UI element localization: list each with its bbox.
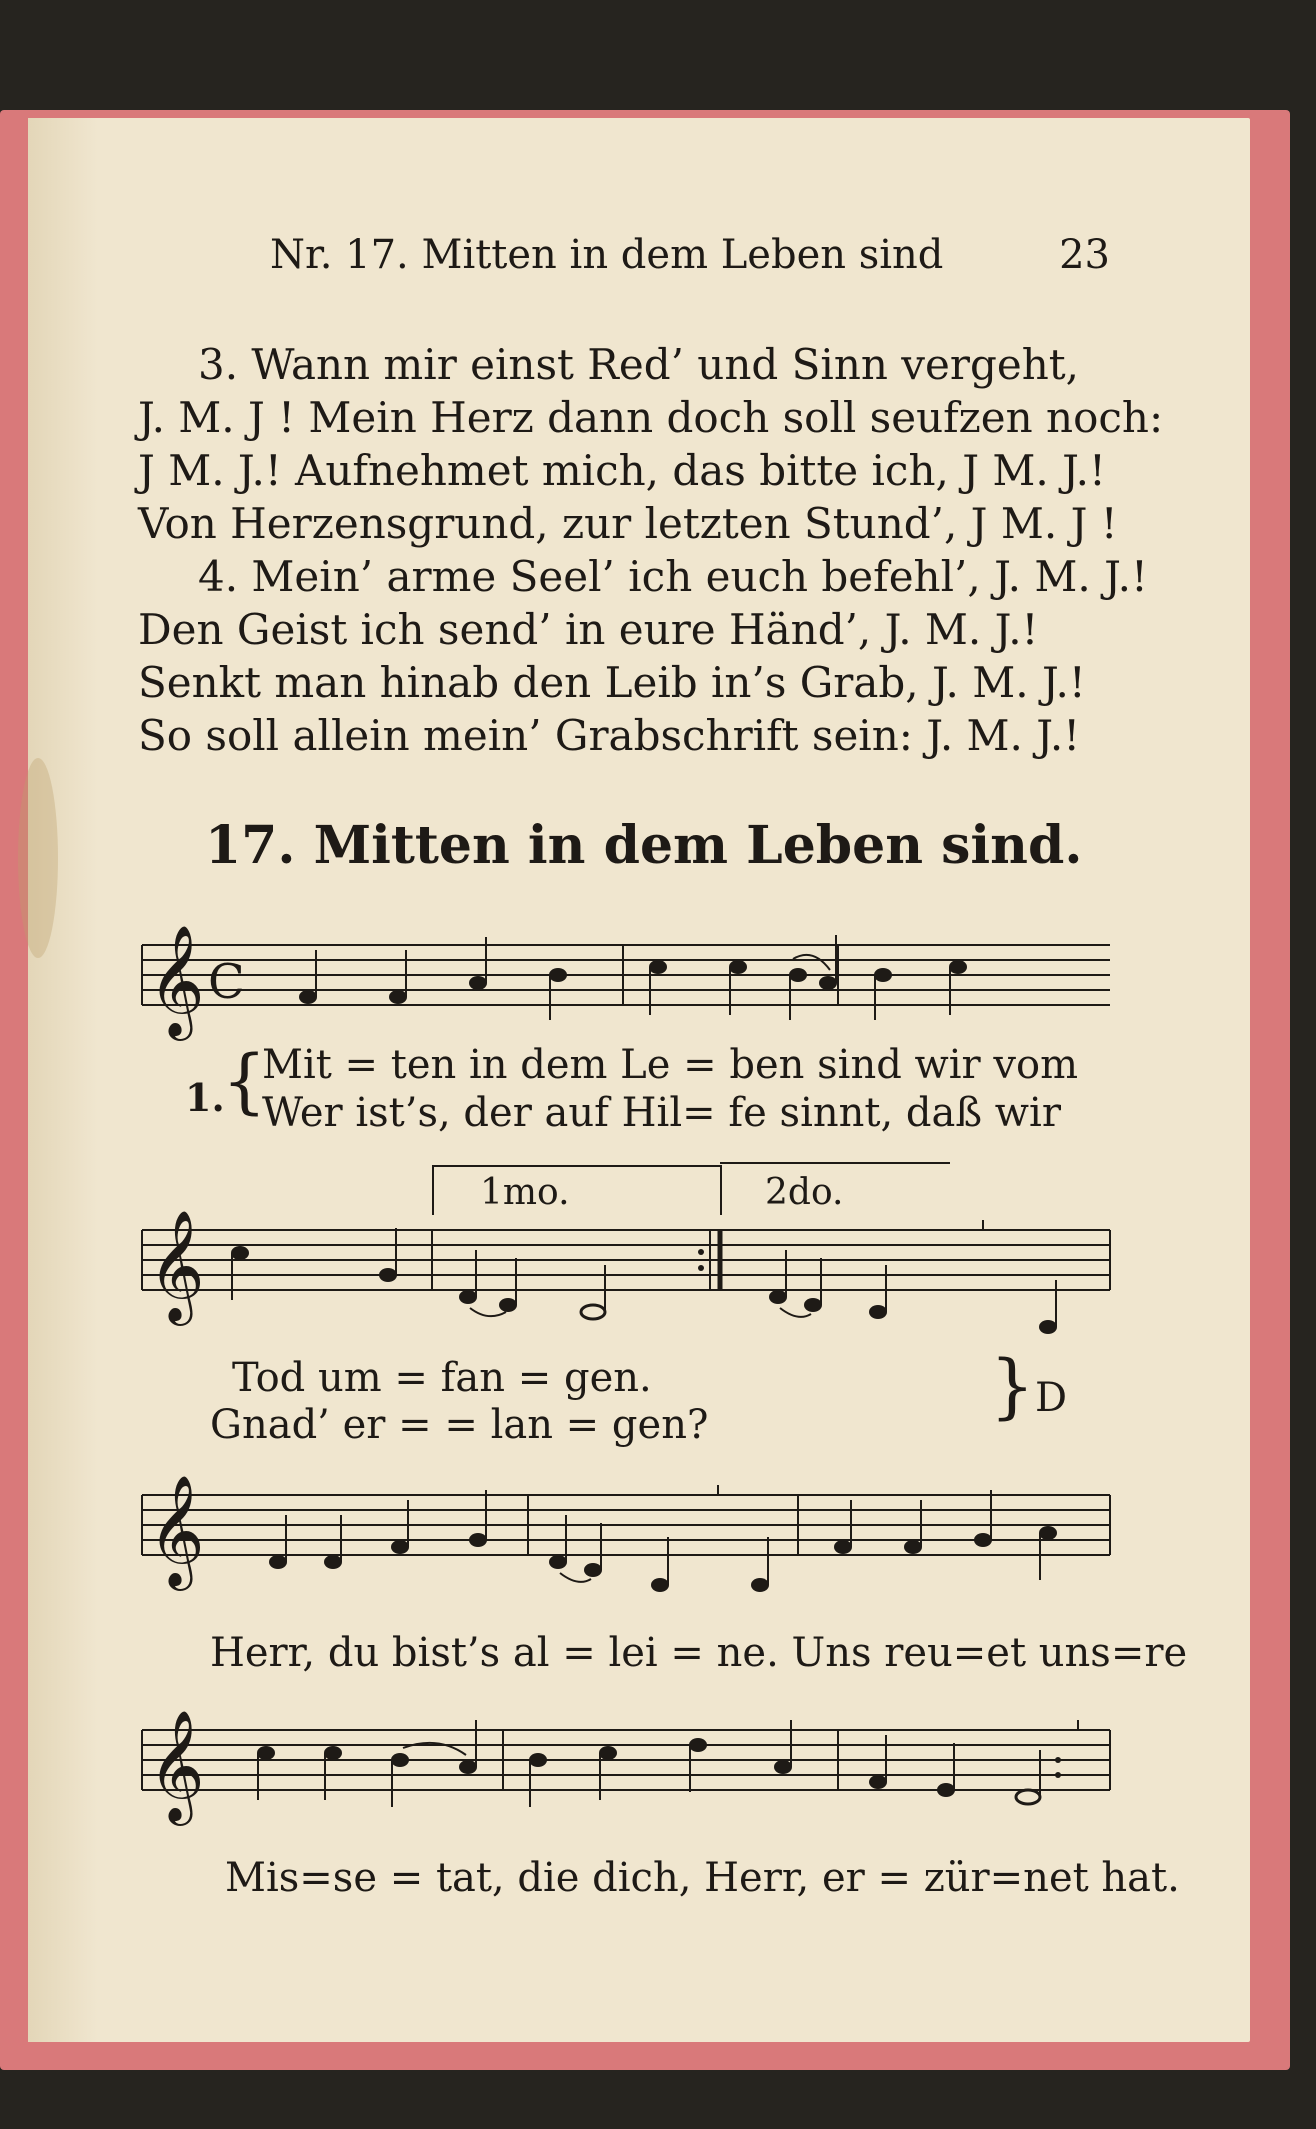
page-gutter bbox=[28, 118, 98, 2042]
header-title: Nr. 17. Mitten in dem Leben sind bbox=[270, 232, 944, 278]
volta-bracket bbox=[432, 1165, 722, 1167]
svg-text:𝄞: 𝄞 bbox=[148, 1475, 205, 1586]
brace: { bbox=[222, 1040, 267, 1122]
svg-text:𝄞: 𝄞 bbox=[148, 1710, 205, 1821]
music-staff-3 bbox=[138, 1475, 1118, 1615]
lyric-line: Wer ist’s, der auf Hil= fe sinnt, daß wir bbox=[262, 1090, 1061, 1136]
lyric-line: Herr, du bist’s al = lei = ne. Uns reu=et uns=re bbox=[210, 1630, 1188, 1676]
verse-number: 1. bbox=[185, 1075, 225, 1120]
brace: } bbox=[990, 1345, 1035, 1427]
paper-stain bbox=[18, 758, 58, 958]
page-number: 23 bbox=[1059, 232, 1110, 278]
verse-line: 3. Wann mir einst Red’ und Sinn vergeht, bbox=[198, 340, 1079, 389]
svg-text:C: C bbox=[208, 954, 245, 1010]
da-capo-sign: D bbox=[1035, 1375, 1068, 1421]
verses-block bbox=[138, 338, 1164, 762]
svg-text:𝄞: 𝄞 bbox=[148, 1210, 205, 1321]
verse-line: J. M. J ! Mein Herz dann doch soll seufzen noch: bbox=[138, 393, 1164, 442]
lyric-line: Mis=se = tat, die dich, Herr, er = zür=net hat. bbox=[225, 1855, 1180, 1901]
volta-1-label: 1mo. bbox=[480, 1172, 570, 1213]
lyric-line: Gnad’ er = = lan = gen? bbox=[210, 1402, 709, 1448]
verse-line: 4. Mein’ arme Seel’ ich euch befehl’, J. M. J.! bbox=[198, 552, 1148, 601]
music-staff-2 bbox=[138, 1210, 1118, 1340]
lyric-line: Tod um = fan = gen. bbox=[232, 1355, 652, 1401]
lyric-line: Mit = ten in dem Le = ben sind wir vom bbox=[262, 1042, 1078, 1088]
verse-line: Den Geist ich send’ in eure Händ’, J. M. J.! bbox=[138, 605, 1039, 654]
music-staff-4 bbox=[138, 1710, 1118, 1850]
verse-line: Senkt man hinab den Leib in’s Grab, J. M. J.! bbox=[138, 658, 1086, 707]
music-staff-1 bbox=[138, 915, 1118, 1045]
volta-2-label: 2do. bbox=[765, 1172, 844, 1213]
song-title: 17. Mitten in dem Leben sind. bbox=[205, 815, 1083, 876]
svg-text:𝄞: 𝄞 bbox=[148, 924, 205, 1036]
verse-line: So soll allein mein’ Grabschrift sein: J. M. J.! bbox=[138, 711, 1081, 760]
volta-bracket bbox=[720, 1165, 722, 1215]
verse-line: J M. J.! Aufnehmet mich, das bitte ich, J M. J.! bbox=[138, 446, 1106, 495]
running-header bbox=[270, 232, 1110, 292]
verse-line: Von Herzensgrund, zur letzten Stund’, J M. J ! bbox=[138, 499, 1118, 548]
volta-bracket bbox=[432, 1165, 434, 1215]
volta-bracket bbox=[720, 1162, 950, 1164]
